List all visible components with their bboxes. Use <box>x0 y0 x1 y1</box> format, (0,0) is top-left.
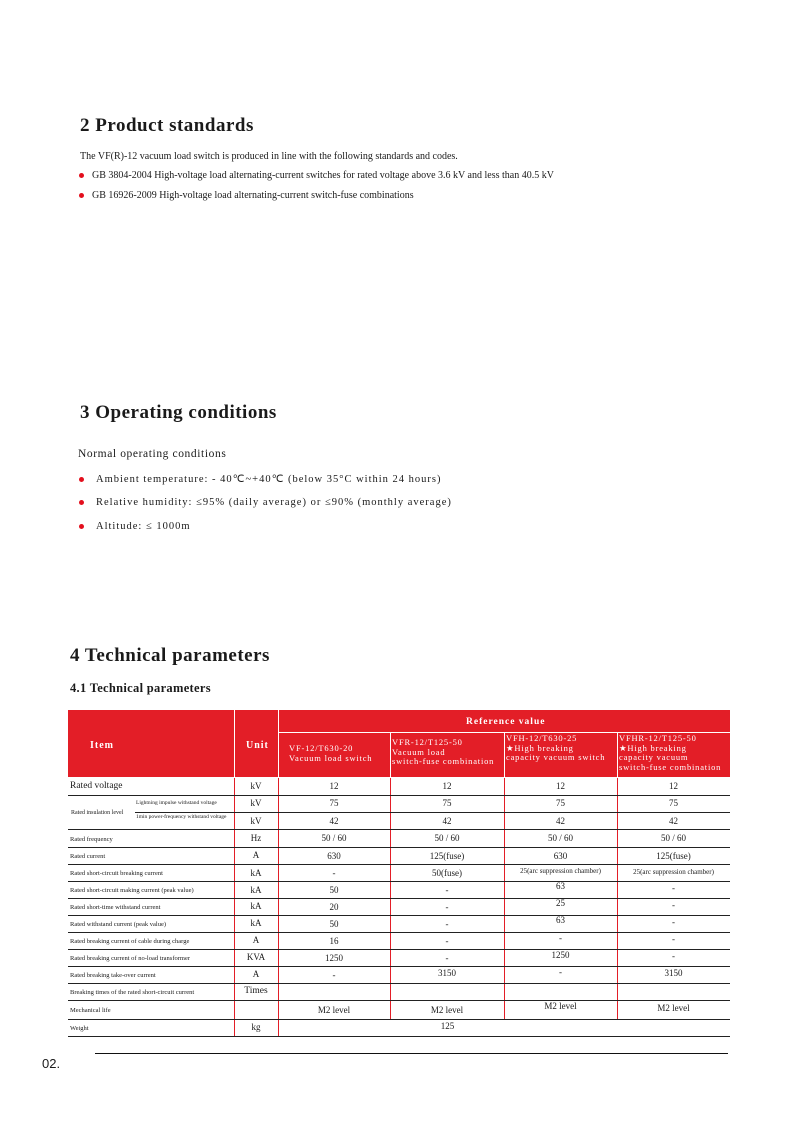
row-label: Rated withstand current (peak value) <box>70 921 167 928</box>
table-row-divider <box>68 1019 730 1020</box>
row-unit: kg <box>251 1022 261 1032</box>
row-value: 42 <box>669 816 678 826</box>
bullet-icon <box>79 173 84 178</box>
row-value: 75 <box>442 798 452 808</box>
row-label: Weight <box>70 1025 89 1032</box>
row-value: 16 <box>329 936 339 946</box>
row-value: - <box>445 902 449 912</box>
row-label: Lightning impulse withstand voltage <box>136 800 217 806</box>
row-value: 50 / 60 <box>547 833 573 843</box>
table-row-divider <box>68 795 730 796</box>
bullet-icon <box>79 524 84 529</box>
row-label: Rated short-circuit breaking current <box>70 870 163 877</box>
row-unit: kV <box>250 781 262 791</box>
row-label: 1min power-frequency withstand voltage <box>136 814 227 820</box>
row-value: - <box>445 936 449 946</box>
row-value: - <box>332 868 336 878</box>
row-value: - <box>445 953 449 963</box>
section-2-intro: The VF(R)-12 vacuum load switch is produced in line with the following standards and codes. <box>80 151 458 162</box>
row-unit: kA <box>250 901 262 911</box>
row-label: Rated breaking take-over current <box>70 972 156 979</box>
table-row-divider <box>68 881 730 882</box>
table-row-divider <box>68 1036 730 1037</box>
model-desc: switch-fuse combination <box>392 756 495 766</box>
section-3-subheading: Normal operating conditions <box>78 448 227 460</box>
row-unit: A <box>252 969 260 979</box>
row-unit: kA <box>250 918 262 928</box>
row-value: 20 <box>329 902 339 912</box>
page-number: 02. <box>42 1056 61 1071</box>
model-code: VF-12/T630-20 <box>289 743 354 753</box>
row-unit: A <box>252 850 260 860</box>
row-label: Rated short-time withstand current <box>70 904 161 911</box>
condition-item-text: Altitude: ≤ 1000m <box>96 521 191 532</box>
row-value: M2 level <box>657 1003 690 1013</box>
model-header <box>392 738 494 767</box>
row-value: 25(arc suppression chamber) <box>520 867 601 875</box>
row-value: 125 <box>440 1021 455 1031</box>
table-row-divider <box>135 812 730 813</box>
model-desc: capacity vacuum <box>619 752 689 762</box>
row-value: 12 <box>669 781 678 791</box>
section-3-heading: 3 Operating conditions <box>80 402 277 423</box>
row-value: 12 <box>556 781 565 791</box>
row-value: 12 <box>329 781 339 791</box>
row-label: Rated short-circuit making current (peak value) <box>70 887 194 894</box>
row-value: 1250 <box>551 950 570 960</box>
row-value: 75 <box>669 798 678 808</box>
row-label: Mechanical life <box>70 1007 111 1014</box>
row-value: - <box>559 967 562 977</box>
section-4-heading: 4 Technical parameters <box>70 645 270 666</box>
row-value: 50 <box>329 885 339 895</box>
row-value: 50 / 60 <box>321 833 347 843</box>
row-value: 630 <box>327 851 341 861</box>
model-desc: ★High breaking <box>506 742 574 753</box>
row-value: 125(fuse) <box>429 851 465 861</box>
row-unit: Hz <box>250 833 262 843</box>
row-value: 12 <box>442 781 452 791</box>
row-unit: kV <box>250 798 262 808</box>
standard-item <box>79 190 414 201</box>
condition-item <box>79 497 452 508</box>
row-value: 75 <box>329 798 339 808</box>
standard-item-text: GB 3804-2004 High-voltage load alternating-current switches for rated voltage above 3.6 kV and less than 40.5 kV <box>92 170 554 181</box>
row-value: 50(fuse) <box>432 868 462 878</box>
condition-item <box>79 473 442 485</box>
table-row-divider <box>68 829 730 830</box>
row-value: - <box>332 970 336 980</box>
row-label: Rated current <box>70 853 106 860</box>
table-row-divider <box>68 864 730 865</box>
row-value: 25 <box>556 898 565 908</box>
table-row-divider <box>68 915 730 916</box>
table-row-divider <box>68 1000 730 1001</box>
row-value: - <box>672 934 675 944</box>
model-code: VFHR-12/T125-50 <box>619 733 697 743</box>
row-value: M2 level <box>430 1005 464 1015</box>
row-value: 1250 <box>325 953 343 963</box>
model-header <box>619 734 721 772</box>
standard-item <box>79 170 554 181</box>
header-divider <box>390 732 391 777</box>
row-value: - <box>445 919 449 929</box>
model-code: VFH-12/T630-25 <box>506 733 578 743</box>
table-row-divider <box>68 966 730 967</box>
row-unit: kV <box>250 816 262 826</box>
row-label: Rated breaking current of no-load transformer <box>70 955 191 962</box>
row-value: - <box>445 885 449 895</box>
model-desc: ★High breaking <box>619 742 687 753</box>
row-unit: KVA <box>246 952 266 962</box>
row-value: - <box>672 951 675 961</box>
row-label: Rated frequency <box>70 836 113 843</box>
header-divider <box>617 732 618 777</box>
header-reference-label: Reference value <box>466 717 546 727</box>
header-divider <box>504 732 505 777</box>
model-desc: Vacuum load <box>392 746 446 757</box>
row-value: - <box>559 933 562 943</box>
row-value: 63 <box>556 881 565 891</box>
row-value: 630 <box>553 851 568 861</box>
footer-rule <box>95 1053 728 1054</box>
row-unit: kA <box>250 885 262 895</box>
standard-item-text: GB 16926-2009 High-voltage load alternating-current switch-fuse combinations <box>92 190 414 201</box>
condition-item-text: Relative humidity: ≤95% (daily average) or ≤90% (monthly average) <box>96 497 452 508</box>
row-label: Rated breaking current of cable during charge <box>70 938 190 945</box>
header-item-label: Item <box>90 740 114 751</box>
row-value: 42 <box>329 816 339 826</box>
row-value: 125(fuse) <box>656 851 691 861</box>
section-2-heading: 2 Product standards <box>80 115 254 136</box>
condition-item <box>79 521 191 532</box>
row-value: M2 level <box>544 1001 577 1011</box>
row-label: Rated voltage <box>70 781 123 791</box>
row-value: - <box>672 917 675 927</box>
row-value: 3150 <box>664 968 683 978</box>
row-unit: kA <box>250 868 262 878</box>
row-value: - <box>672 900 675 910</box>
table-header-reference <box>279 710 730 777</box>
bullet-icon <box>79 500 84 505</box>
section-4-1-heading: 4.1 Technical parameters <box>70 681 211 695</box>
table-row-divider <box>68 949 730 950</box>
row-value: 75 <box>556 798 565 808</box>
model-desc: Vacuum load switch <box>289 752 373 763</box>
insulation-group-label: Rated insulation level <box>71 810 124 816</box>
table-header-item <box>68 710 234 777</box>
model-header <box>289 744 372 763</box>
model-code: VFR-12/T125-50 <box>392 737 463 747</box>
row-label: Breaking times of the rated short-circuit current <box>70 989 195 996</box>
table-row-divider <box>68 983 730 984</box>
model-desc: capacity vacuum switch <box>506 752 606 762</box>
row-value: 50 <box>329 919 339 929</box>
row-value: 50 / 60 <box>434 833 460 843</box>
row-value: 63 <box>556 915 565 925</box>
bullet-icon <box>79 477 84 482</box>
row-value: 25(arc suppression chamber) <box>633 868 714 876</box>
bullet-icon <box>79 193 84 198</box>
header-unit-label: Unit <box>246 740 269 751</box>
table-header-unit <box>235 710 278 777</box>
model-header <box>506 734 605 763</box>
row-unit: Times <box>244 986 268 996</box>
table-row-divider <box>68 932 730 933</box>
condition-item-text: Ambient temperature: - 40℃~+40℃ (below 35°C within 24 hours) <box>96 474 442 485</box>
row-value: - <box>672 883 675 893</box>
row-unit: A <box>252 935 260 945</box>
row-value: 42 <box>442 816 452 826</box>
table-row-divider <box>68 847 730 848</box>
row-value: 50 / 60 <box>660 833 686 843</box>
row-value: M2 level <box>317 1005 351 1015</box>
table-row-divider <box>68 898 730 899</box>
model-desc: switch-fuse combination <box>619 761 722 772</box>
row-value: 42 <box>556 816 565 826</box>
row-value: 3150 <box>438 968 456 978</box>
